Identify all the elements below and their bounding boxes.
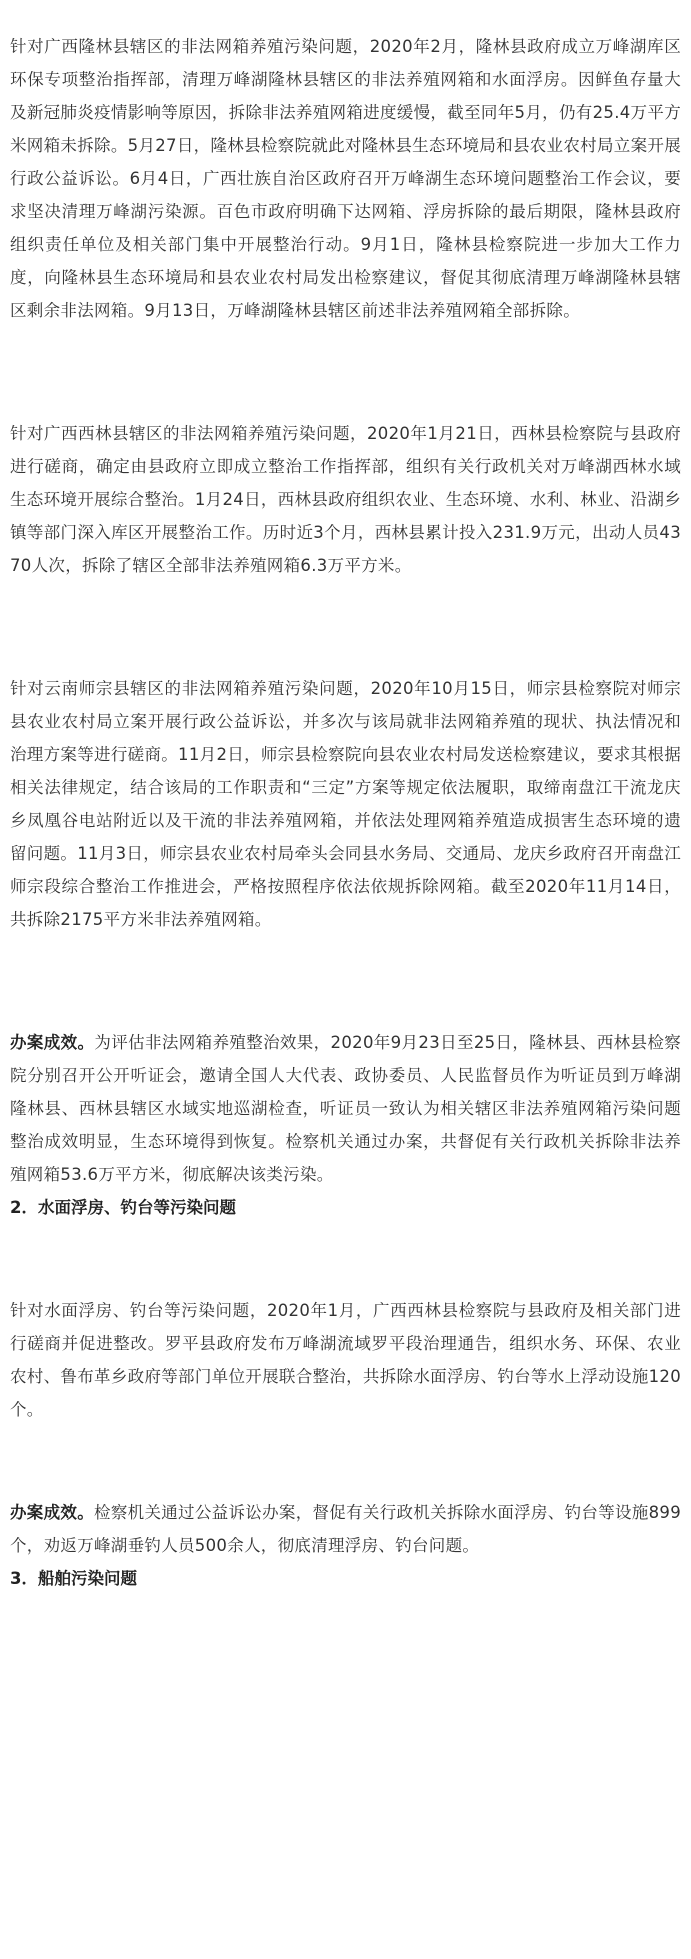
case-results-body: 检察机关通过公益诉讼办案，督促有关行政机关拆除水面浮房、钓台等设施899个，劝返万峰湖垂钓人员500余人，彻底清理浮房、钓台问题。 (10, 1503, 682, 1555)
section-heading-floating-houses: 2．水面浮房、钓台等污染问题 (10, 1198, 236, 1217)
case-results-lead: 办案成效。 (10, 1033, 95, 1052)
paragraph-shizong: 针对云南师宗县辖区的非法网箱养殖污染问题，2020年10月15日，师宗县检察院对师宗县农业农村局立案开展行政公益诉讼，并多次与该局就非法网箱养殖的现状、执法情况和治理方案等进行磋商。11月2日，师宗县检察院向县农业农村局发送检察建议，要求其根据相关法律规定，结合该局的工作职责和“三定”方案等规定依法履职，取缔南盘江干流龙庆乡凤凰谷电站附近以及干流的非法养殖网箱，并依法处理网箱养殖造成损害生态环境的遗留问题。11月3日，师宗县农业农村局牵头会同县水务局、交通局、龙庆乡政府召开南盘江师宗段综合整治工作推进会，严格按照程序依法依规拆除网箱。截至2020年11月14日，共拆除2175平方米非法养殖网箱。 (10, 679, 681, 929)
paragraph-case-results-2 (10, 1496, 681, 1562)
paragraph-xilin: 针对广西西林县辖区的非法网箱养殖污染问题，2020年1月21日，西林县检察院与县政府进行磋商，确定由县政府立即成立整治工作指挥部，组织有关行政机关对万峰湖西林水域生态环境开展综合整治。1月24日，西林县政府组织农业、生态环境、水利、林业、沿湖乡镇等部门深入库区开展整治工作。历时近3个月，西林县累计投入231.9万元，出动人员4370人次，拆除了辖区全部非法养殖网箱6.3万平方米。 (10, 424, 681, 575)
case-results-lead: 办案成效。 (10, 1503, 95, 1522)
paragraph-case-results-1 (10, 1026, 681, 1191)
case-results-body: 为评估非法网箱养殖整治效果，2020年9月23日至25日，隆林县、西林县检察院分别召开公开听证会，邀请全国人大代表、政协委员、人民监督员作为听证员到万峰湖隆林县、西林县辖区水域实地巡湖检查，听证员一致认为相关辖区非法养殖网箱污染问题整治成效明显，生态环境得到恢复。检察机关通过办案，共督促有关行政机关拆除非法养殖网箱53.6万平方米，彻底解决该类污染。 (10, 1033, 681, 1184)
paragraph-longlin: 针对广西隆林县辖区的非法网箱养殖污染问题，2020年2月，隆林县政府成立万峰湖库区环保专项整治指挥部，清理万峰湖隆林县辖区的非法养殖网箱和水面浮房。因鲜鱼存量大及新冠肺炎疫情影响等原因，拆除非法养殖网箱进度缓慢，截至同年5月，仍有25.4万平方米网箱未拆除。5月27日，隆林县检察院就此对隆林县生态环境局和县农业农村局立案开展行政公益诉讼。6月4日，广西壮族自治区政府召开万峰湖生态环境问题整治工作会议，要求坚决清理万峰湖污染源。百色市政府明确下达网箱、浮房拆除的最后期限，隆林县政府组织责任单位及相关部门集中开展整治行动。9月1日，隆林县检察院进一步加大工作力度，向隆林县生态环境局和县农业农村局发出检察建议，督促其彻底清理万峰湖隆林县辖区剩余非法网箱。9月13日，万峰湖隆林县辖区前述非法养殖网箱全部拆除。 (10, 37, 681, 320)
paragraph-floating-houses: 针对水面浮房、钓台等污染问题，2020年1月，广西西林县检察院与县政府及相关部门进行磋商并促进整改。罗平县政府发布万峰湖流域罗平段治理通告，组织水务、环保、农业农村、鲁布革乡政府等部门单位开展联合整治，共拆除水面浮房、钓台等水上浮动设施120个。 (10, 1301, 681, 1419)
section-heading-ship-pollution: 3．船舶污染问题 (10, 1569, 137, 1588)
